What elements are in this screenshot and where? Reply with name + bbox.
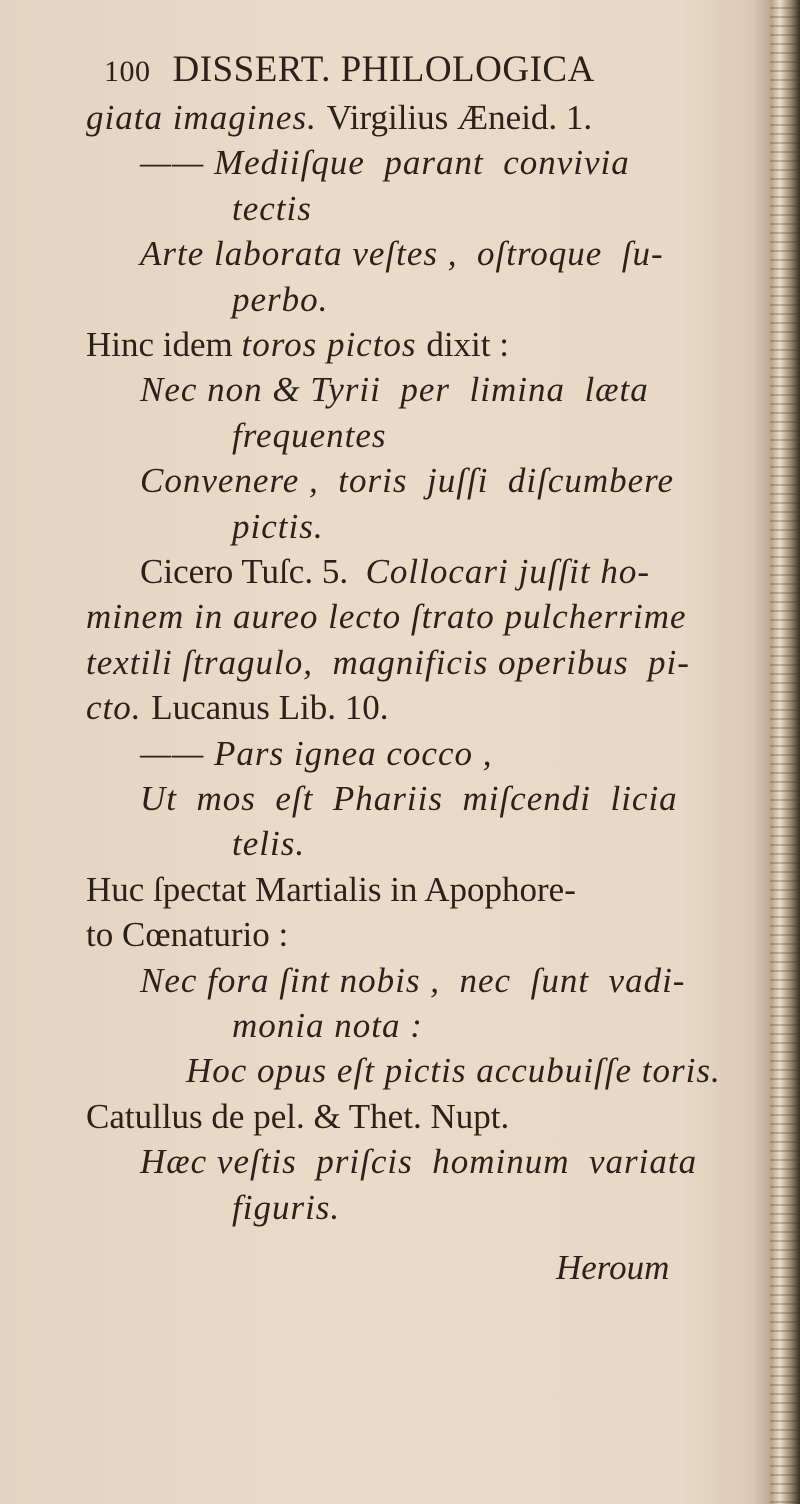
text-line [232,824,306,864]
italic-text: —— Pars ignea cocco , [140,733,493,773]
text-line [140,733,493,773]
text-line [86,688,389,728]
text-line [232,188,312,228]
roman-text: dixit : [426,325,509,364]
text-line [232,279,329,319]
text-line [86,1096,510,1136]
italic-text: Collocari juſſit ho- [365,552,651,591]
text-line [86,327,509,362]
roman-text: Huc ſpectat Martialis in Apophore- [86,869,576,909]
italic-text: Nec non & Tyrii per limina læta [140,370,649,410]
italic-text: perbo. [232,279,329,319]
catchword: Heroum [556,1248,670,1287]
italic-text: Nec fora ſint nobis , nec ſunt vadi- [140,960,686,1000]
text-line [232,415,387,455]
text-line [140,554,650,589]
italic-text: telis. [232,824,306,864]
italic-text: frequentes [232,415,387,455]
italic-text: toros pictos [241,325,427,364]
italic-text: tectis [232,188,312,228]
page-number: 100 [104,55,151,88]
italic-text: Hoc opus eſt pictis accubuiſſe toris. [186,1051,721,1091]
text-line [86,100,592,135]
text-line [186,1051,721,1091]
italic-text: Ut mos eſt Phariis miſcendi licia [140,779,678,818]
italic-text: Hæc veſtis priſcis hominum variata [140,1142,698,1182]
text-line [232,1187,341,1227]
text-line [86,915,289,955]
italic-text: textili ſtragulo, magnificis operibus pi- [86,642,690,682]
text-line [140,781,678,816]
running-header [104,48,595,91]
roman-text: Lucanus Lib. 10. [151,688,389,728]
italic-text: figuris. [232,1187,341,1227]
text-line [86,642,690,682]
running-title: DISSERT. PHILOLOGICA [172,49,595,90]
text-line [140,1142,698,1182]
italic-text: cto. [86,688,152,728]
text-line [140,960,686,1000]
italic-text: minem in aureo lecto ſtrato pulcherrime [86,597,687,637]
text-line [86,597,687,637]
page-edge [770,0,800,1504]
text-line [140,143,630,183]
italic-text: Convenere , toris juſſi diſcumbere [140,461,675,501]
italic-text: —— Mediiſque parant convivia [140,143,630,183]
text-line [140,234,664,274]
text-line [232,506,324,546]
roman-text: to Cœnaturio : [86,915,289,955]
roman-text: Virgilius Æneid. 1. [326,98,593,137]
italic-text: Arte laborata veſtes , oſtroque ſu- [140,234,664,274]
roman-text: Catullus de pel. & Thet. Nupt. [86,1096,510,1136]
text-line [86,869,576,909]
italic-text: monia nota : [232,1006,423,1045]
text-line [140,461,675,501]
roman-text: Cicero Tuſc. 5. [140,552,366,591]
italic-text: giata imagines. [86,98,327,137]
text-line [140,370,649,410]
italic-text: pictis. [232,506,324,546]
roman-text: Hinc idem [86,325,242,364]
text-line [232,1008,423,1043]
